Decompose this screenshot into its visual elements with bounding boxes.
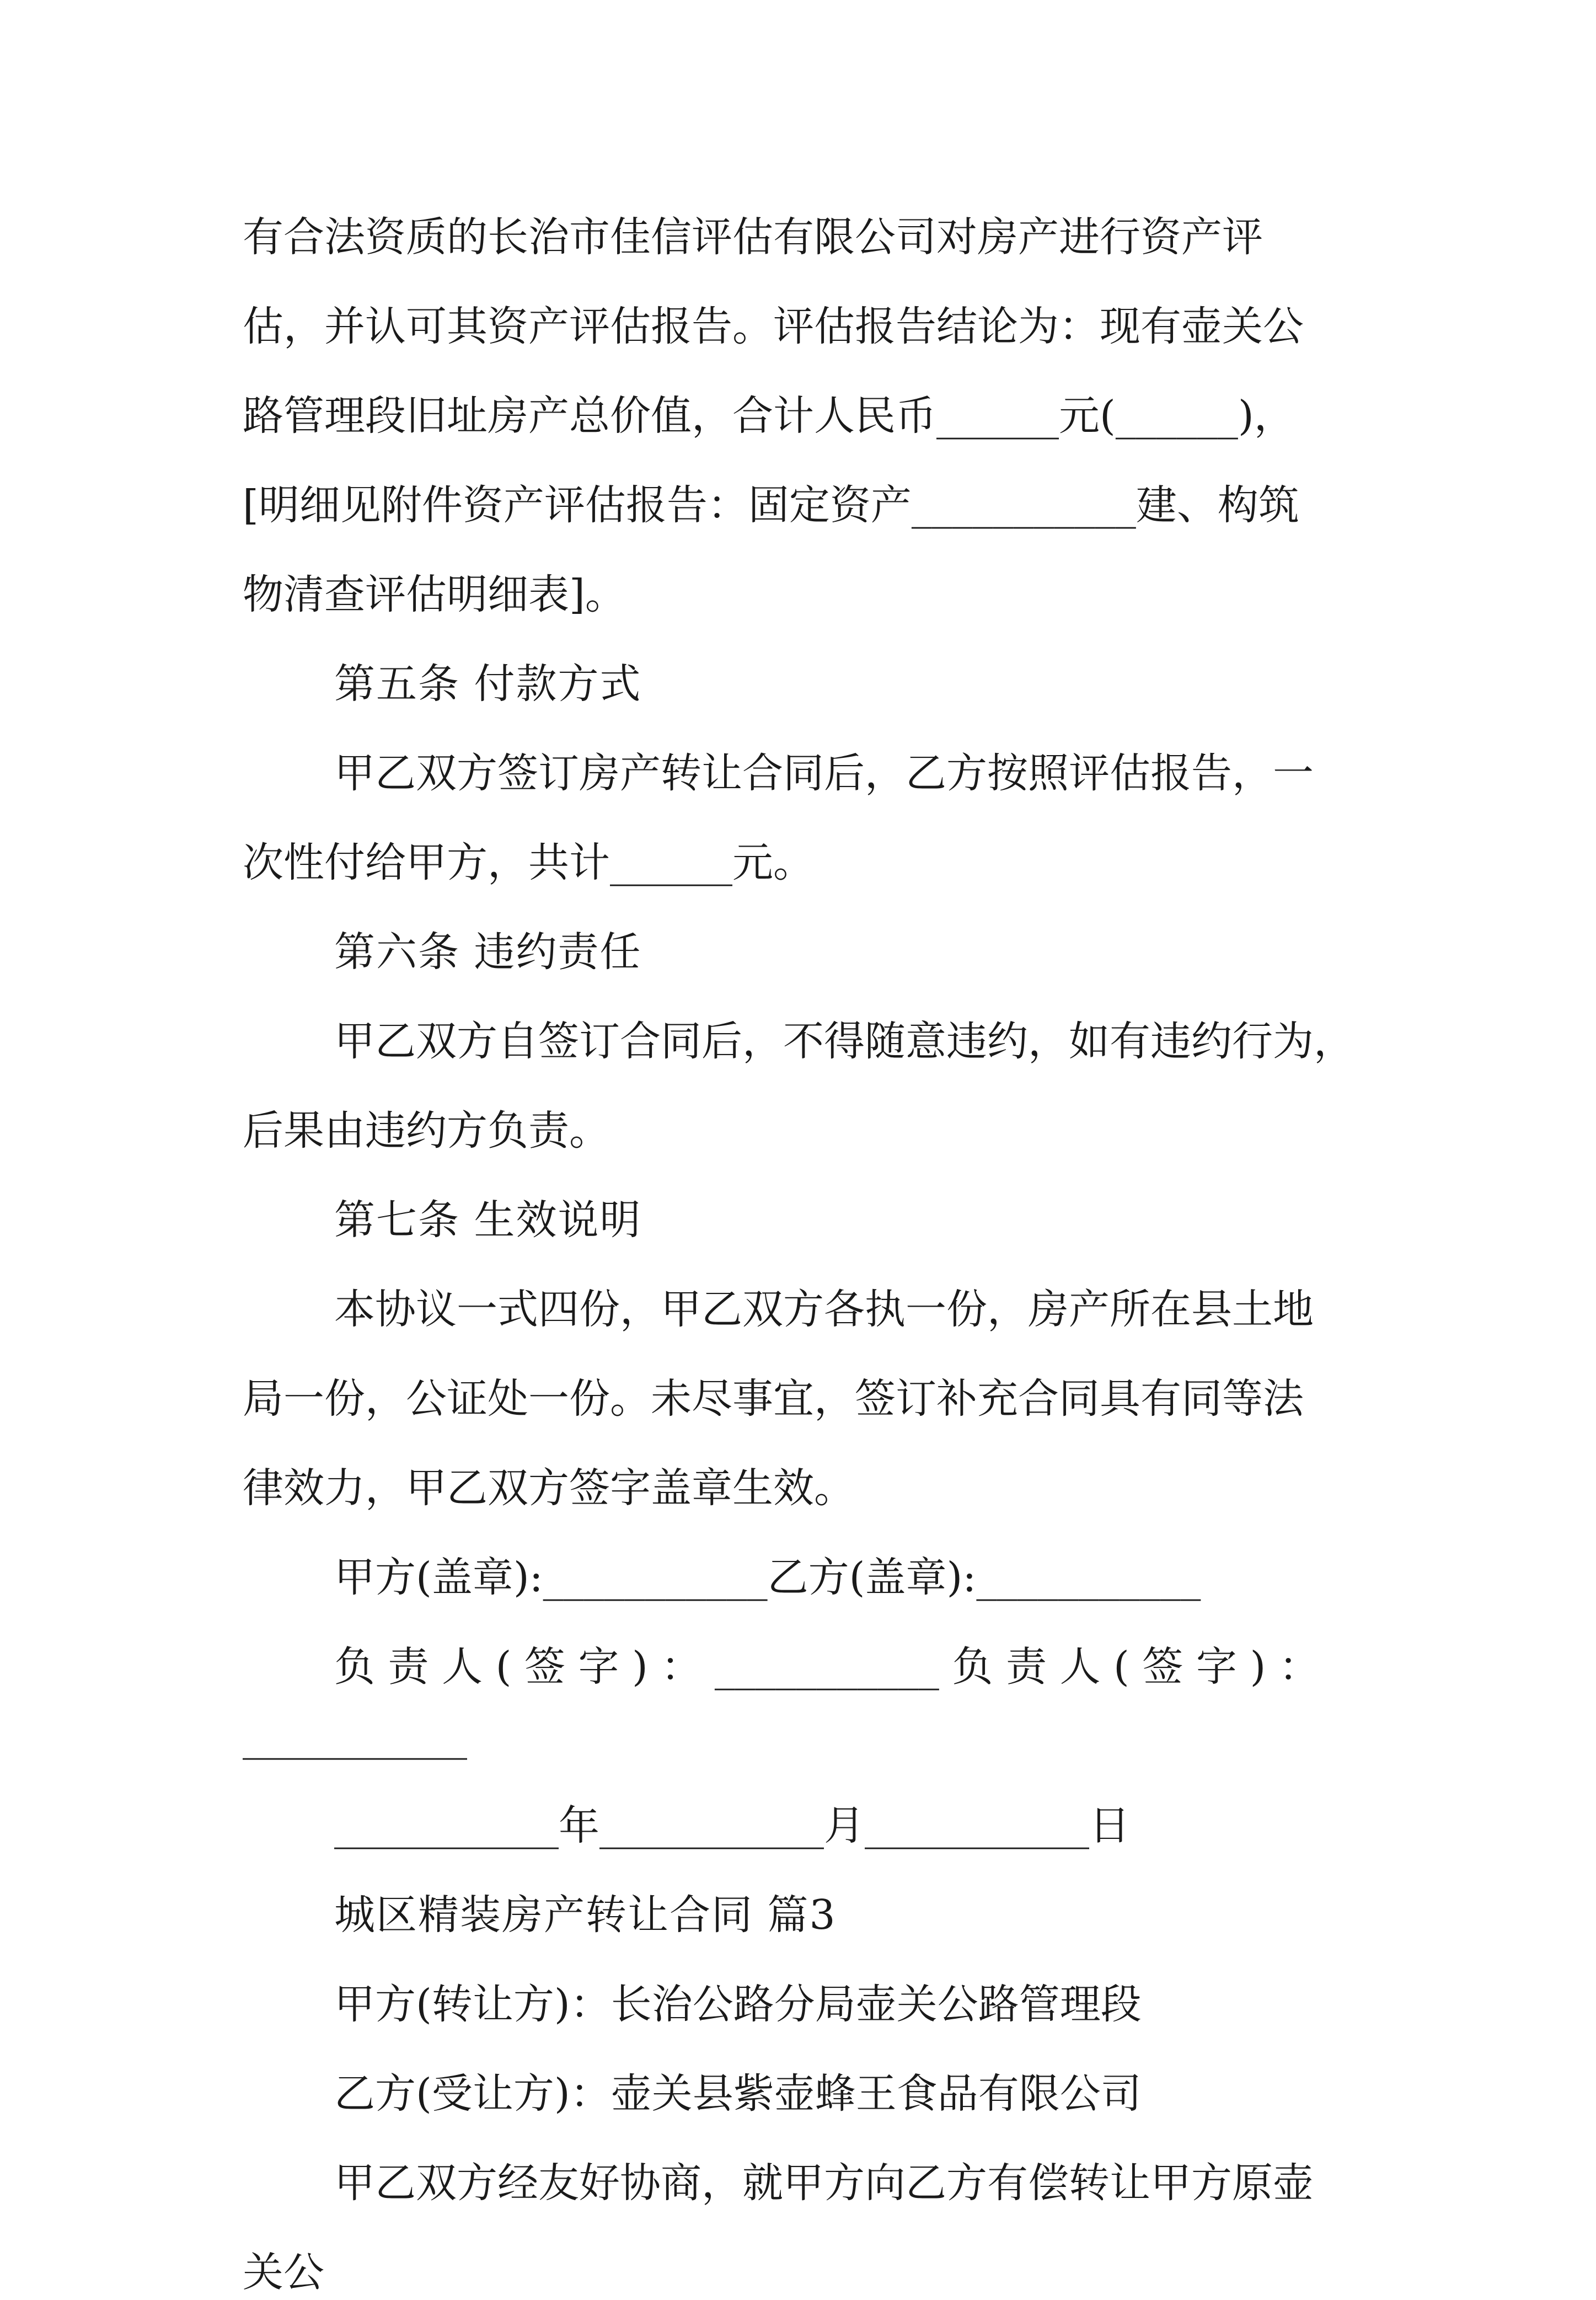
text-line: 估，并认可其资产评估报告。评估报告结论为：现有壶关公 — [243, 303, 1304, 350]
text-line: 律效力，甲乙双方签字盖章生效。 — [243, 1464, 855, 1512]
text-line: 甲乙双方自签订合同后，不得随意违约，如有违约行为， — [334, 1018, 1354, 1065]
text-line: 甲乙双方签订房产转让合同后，乙方按照评估报告，一 — [334, 750, 1314, 797]
article-heading: 第七条 生效说明 — [334, 1196, 642, 1244]
text-line: 路管理段旧址房产总价值，合计人民币______元(______)， — [243, 392, 1295, 440]
text-line: 物清查评估明细表]。 — [243, 571, 626, 618]
section-title: 城区精装房产转让合同 篇3 — [334, 1891, 837, 1939]
article-heading: 第五条 付款方式 — [334, 660, 642, 708]
date-line: ___________年___________月___________日 — [334, 1802, 1130, 1849]
text-line: 次性付给甲方，共计______元。 — [243, 839, 814, 886]
text-line: 后果由违约方负责。 — [243, 1107, 610, 1154]
signature-line: 负 责 人 ( 签 字 ) ： ___________ 负 责 人 ( 签 字 ) ： — [334, 1643, 1320, 1691]
text-line: 关公 — [243, 2249, 324, 2296]
text-line: 甲乙双方经友好协商，就甲方向乙方有偿转让甲方原壶 — [334, 2159, 1314, 2207]
text-line: 本协议一式四份，甲乙双方各执一份，房产所在县土地 — [334, 1286, 1314, 1333]
text-line: 局一份，公证处一份。未尽事宜，签订补充合同具有同等法 — [243, 1375, 1304, 1422]
article-heading: 第六条 违约责任 — [334, 928, 642, 976]
signature-blank: ___________ — [243, 1713, 467, 1760]
party-line: 乙方(受让方)：壶关县紫壶蜂王食品有限公司 — [334, 2070, 1142, 2117]
text-line: 有合法资质的长治市佳信评估有限公司对房产进行资产评 — [243, 213, 1263, 261]
text-line: [明细见附件资产评估报告：固定资产___________建、构筑 — [243, 482, 1299, 529]
signature-line: 甲方(盖章):___________乙方(盖章):___________ — [334, 1554, 1201, 1601]
party-line: 甲方(转让方)：长治公路分局壶关公路管理段 — [334, 1981, 1142, 2028]
